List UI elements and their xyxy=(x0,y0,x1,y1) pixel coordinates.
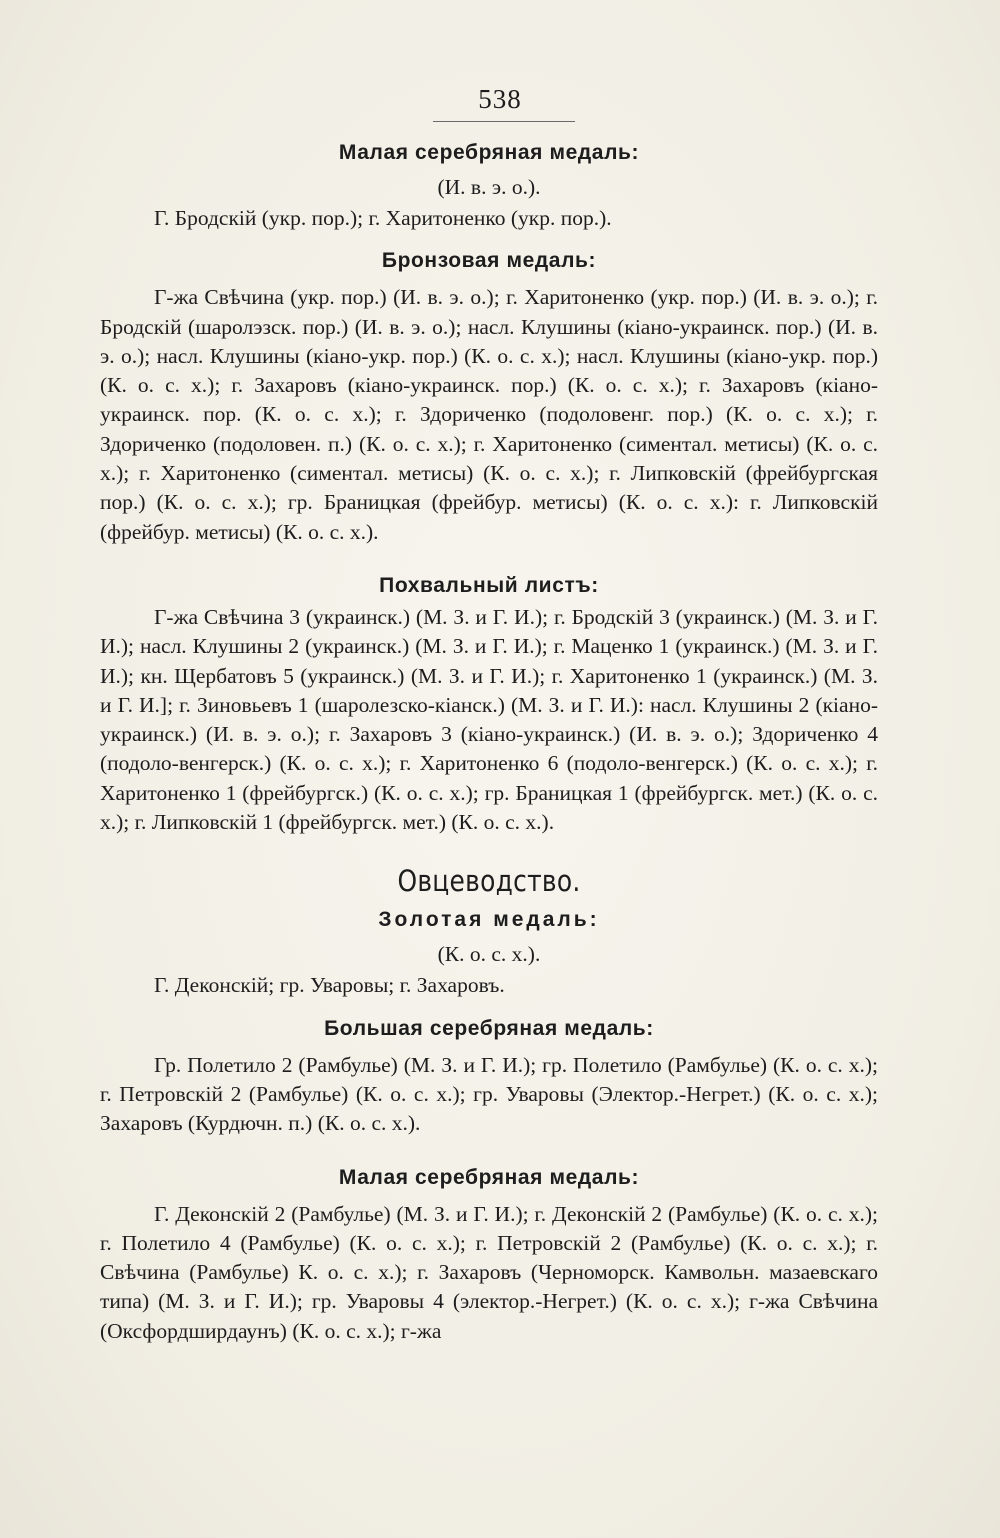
heading-small-silver-medal-sheep: Малая серебряная медаль: xyxy=(338,1165,640,1189)
heading-gold-medal: Золотая медаль: xyxy=(378,908,600,932)
awarding-body-line-gold: (К. о. с. х.). xyxy=(437,942,541,967)
awarding-body-line: (И. в. э. о.). xyxy=(437,175,541,199)
heading-commendation: Похвальный листъ: xyxy=(379,573,599,597)
paragraph-small-silver-sheep-recipients: Г. Деконскій 2 (Рамбулье) (М. З. и Г. И.); г. Деконскій 2 (Рамбулье) (К. о. с. х.); г. Полетило 4 (Рамбулье) (К. о. с. х.); г. Петровскій 2 (Рамбулье) (К. о. с. х.); г. Свѣчина (Рамбулье) К. о. с. х.); г. Захаровъ (Черноморск. Камвольн. мазаевскаго типа) (М. З. и Г. И.); гр. Уваровы 4 (электор.-Негрет.) (К. о. с. х.); г-жа Свѣчина (Оксфордширдаунъ) (К. о. с. х.); г-жа xyxy=(100,1201,878,1343)
paragraph-small-silver-recipients: Г. Бродскій (укр. пор.); г. Харитоненко (укр. пор.). xyxy=(154,206,612,230)
heading-small-silver-medal: Малая серебряная медаль: xyxy=(338,141,640,164)
heading-bronze-medal: Бронзовая медаль: xyxy=(381,249,597,273)
page-number: 538 xyxy=(478,84,522,114)
paragraph-commendation-recipients: Г-жа Свѣчина 3 (украинск.) (М. З. и Г. И.); г. Бродскій 3 (украинск.) (М. З. и Г. И.); насл. Клушины 2 (украинск.) (М. З. и Г. И.); г. Маценко 1 (украинск.) (М. З. и Г. И.); кн. Щербатовъ 5 (украинск.) (М. З. и Г. И.); г. Харитоненко 1 (украинск.) (М. З. и Г. И.]; г. Зиновьевъ 1 (шаролезско-кіанск.) (М. З. и Г. И.): насл. Клушины 2 (кіано-украинск.) (И. в. э. о.); г. Захаровъ 3 (кіано-украинск.) (И. в. э. о.); Здориченко 4 (подоло-венгерск.) (К. о. с. х.); г. Харитоненко 6 (подоло-венгерск.) (К. о. с. х.); г. Харитоненко 1 (фрейбургск.) (К. о. с. х.); гр. Браницкая 1 (фрейбургск. мет.) (К. о. с. х.); г. Липковскій 1 (фрейбургск. мет.) (К. о. с. х.). xyxy=(100,604,878,835)
section-title-sheep-breeding: Овцеводство. xyxy=(397,864,581,899)
paragraph-gold-recipients: Г. Деконскій; гр. Уваровы; г. Захаровъ. xyxy=(154,973,505,998)
paragraph-bronze-recipients: Г-жа Свѣчина (укр. пор.) (И. в. э. о.); г. Харитоненко (укр. пор.) (И. в. э. о.); г. Бродскій (шаролэзск. пор.) (И. в. э. о.); насл. Клушины (кіано-украинск. пор.) (И. в. э. о.); насл. Клушины (кіано-укр. пор.) (К. о. с. х.); насл. Клушины (кіано-укр. пор.) (К. о. с. х.); г. Захаровъ (кіано-украинск. пор.) (К. о. с. х.); г. Захаровъ (кіано-украинск. пор. (К. о. с. х.); г. Здориченко (подоловенг. пор.) (К. о. с. х.); г. Здориченко (подоловен. п.) (К. о. с. х.); г. Харитоненко (симентал. метисы) (К. о. с. х.); г. Харитоненко (симентал. метисы) (К. о. с. х.); г. Липковскій (фрейбургская пор.) (К. о. с. х.); гр. Браницкая (фрейбур. метисы) (К. о. с. х.): г. Липковскій (фрейбур. метисы) (К. о. с. х.). xyxy=(100,285,878,544)
heading-large-silver-medal: Большая серебряная медаль: xyxy=(324,1016,654,1040)
paragraph-large-silver-recipients: Гр. Полетило 2 (Рамбулье) (М. З. и Г. И.); гр. Полетило (Рамбулье) (К. о. с. х.); г. Петровскій 2 (Рамбулье) (К. о. с. х.); гр. Уваровы (Электор.-Негрет.) (К. о. с. х.); Захаровъ (Курдючн. п.) (К. о. с. х.). xyxy=(100,1052,878,1136)
page-content xyxy=(100,136,878,1346)
page-number-rule xyxy=(433,121,575,122)
